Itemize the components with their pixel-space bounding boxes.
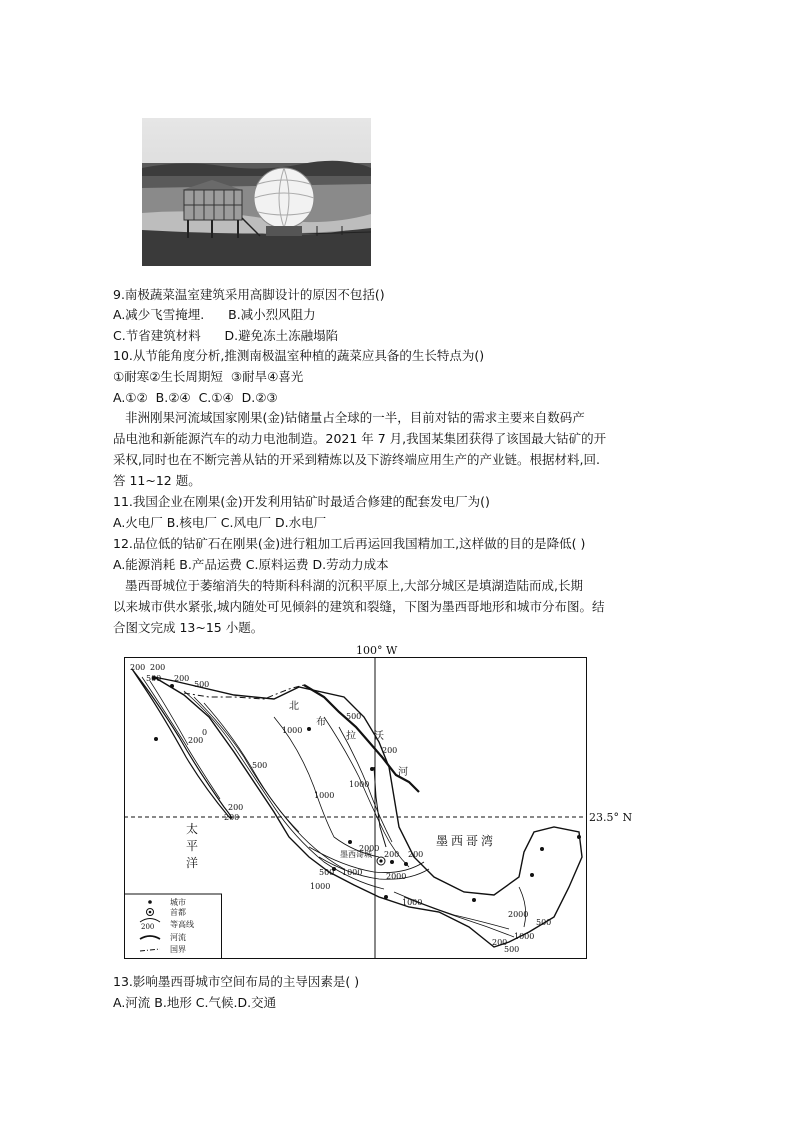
legend-contour-sample: 200 (141, 923, 155, 931)
q12-options: A.能源消耗 B.产品运费 C.原料运费 D.劳动力成本 (113, 557, 389, 572)
city-dot (404, 862, 408, 866)
contour-label: 200 (384, 850, 400, 859)
capital-label: 墨西哥城 (340, 850, 372, 859)
legend-river: 河流 (170, 933, 186, 942)
city-dot (577, 835, 581, 839)
q9-options-cd: C.节省建筑材料 D.避免冻土冻融塌陷 (113, 328, 339, 343)
q13-stem: 13.影响墨西哥城市空间布局的主导因素是( ) (113, 974, 360, 989)
passage1-line4: 答 11~12 题。 (113, 473, 201, 488)
contour-label: 500 (346, 712, 362, 721)
legend-capital: 首都 (170, 908, 186, 917)
city-dot (530, 873, 534, 877)
contour-label: 1000 (282, 726, 303, 735)
passage2-line1: 墨西哥城位于萎缩消失的特斯科科湖的沉积平原上,大部分城区是填湖造陆而成,长期 (125, 578, 583, 593)
contour-label: 500 (146, 674, 162, 683)
q10-options: A.①② B.②④ C.①④ D.②③ (113, 390, 278, 405)
river-label: 布 (316, 717, 326, 728)
q10-items: ①耐寒②生长周期短 ③耐旱④喜光 (113, 369, 304, 384)
river-label: 河 (398, 767, 408, 778)
map-legend (125, 894, 222, 959)
river-label: 北 (289, 701, 299, 712)
contour-label: 200 (188, 736, 204, 745)
river-label: 拉 (346, 731, 356, 742)
ocean-label-2: 平 (186, 839, 199, 853)
city-dot (348, 840, 352, 844)
contour-label: 500 (194, 680, 210, 689)
passage2-line2: 以来城市供水紧张,城内随处可见倾斜的建筑和裂缝，下图为墨西哥地形和城市分布图。结 (113, 599, 605, 614)
contour-label: 200 (382, 746, 398, 755)
city-dot (540, 847, 544, 851)
q10-stem: 10.从节能角度分析,推测南极温室种植的蔬菜应具备的生长特点为() (113, 348, 485, 363)
mexico-map (124, 657, 587, 959)
q13-options: A.河流 B.地形 C.气候.D.交通 (113, 995, 277, 1010)
passage1-line1: 非洲刚果河流域国家刚果(金)钴储量占全球的一半，目前对钴的需求主要来自数码产 (125, 410, 585, 425)
city-dot (390, 860, 394, 864)
contour-label: 200 (228, 803, 244, 812)
city-dot (170, 684, 174, 688)
ocean-label-3: 洋 (186, 856, 199, 870)
contour-label: 1000 (342, 868, 363, 877)
passage2-line3: 合图文完成 13~15 小题。 (113, 620, 264, 635)
contour-label: 500 (319, 868, 335, 877)
contour-label: 1000 (310, 882, 331, 891)
contour-label: 2000 (508, 910, 529, 919)
city-dot (472, 898, 476, 902)
passage1-line2: 品电池和新能源汽车的动力电池制造。2021 年 7 月,我国某集团获得了该国最大钴矿的开 (113, 431, 607, 446)
gulf-label: 墨西哥湾 (436, 834, 497, 848)
contour-label: 200 (408, 850, 424, 859)
river-label: 沃 (374, 731, 384, 742)
contour-label: 500 (252, 761, 268, 770)
contour-label: 1000 (349, 780, 370, 789)
legend-border: 国界 (170, 945, 186, 954)
contour-label: 200 (130, 663, 146, 672)
legend-contour: 等高线 (170, 920, 194, 929)
contour-label: 200 (492, 938, 508, 947)
city-dot (384, 895, 388, 899)
q11-stem: 11.我国企业在刚果(金)开发利用钴矿时最适合修建的配套发电厂为() (113, 494, 490, 509)
contour-label: 200 (150, 663, 166, 672)
greenhouse-photo (142, 118, 371, 266)
city-dot (154, 737, 158, 741)
contour-label: 500 (504, 945, 520, 954)
map-tropic-label: 23.5° N (589, 811, 633, 824)
contour-label: 200 (174, 674, 190, 683)
q9-options-ab: A.减少飞雪掩埋. B.减小烈风阻力 (113, 307, 316, 322)
contour-label: 500 (536, 918, 552, 927)
legend-city: 城市 (170, 898, 186, 907)
ocean-label-1: 太 (186, 822, 199, 836)
map-meridian-label: 100° W (356, 644, 398, 657)
contour-label: 1000 (402, 898, 423, 907)
passage1-line3: 采权,同时也在不断完善从钴的开采到精炼以及下游终端应用生产的产业链。根据材料,回. (113, 452, 600, 467)
contour-label: 1000 (514, 932, 535, 941)
q11-options: A.火电厂 B.核电厂 C.风电厂 D.水电厂 (113, 515, 327, 530)
city-dot (307, 727, 311, 731)
contour-label: 2000 (359, 844, 380, 853)
city-dot (370, 767, 374, 771)
q9-stem: 9.南极蔬菜温室建筑采用高脚设计的原因不包括() (113, 287, 385, 302)
contour-label: 1000 (314, 791, 335, 800)
q12-stem: 12.品位低的钴矿石在刚果(金)进行粗加工后再运回我国精加工,这样做的目的是降低( ) (113, 536, 586, 551)
contour-label: 0 (202, 728, 208, 737)
contour-label: 2000 (386, 872, 407, 881)
contour-label: 200 (224, 813, 240, 822)
